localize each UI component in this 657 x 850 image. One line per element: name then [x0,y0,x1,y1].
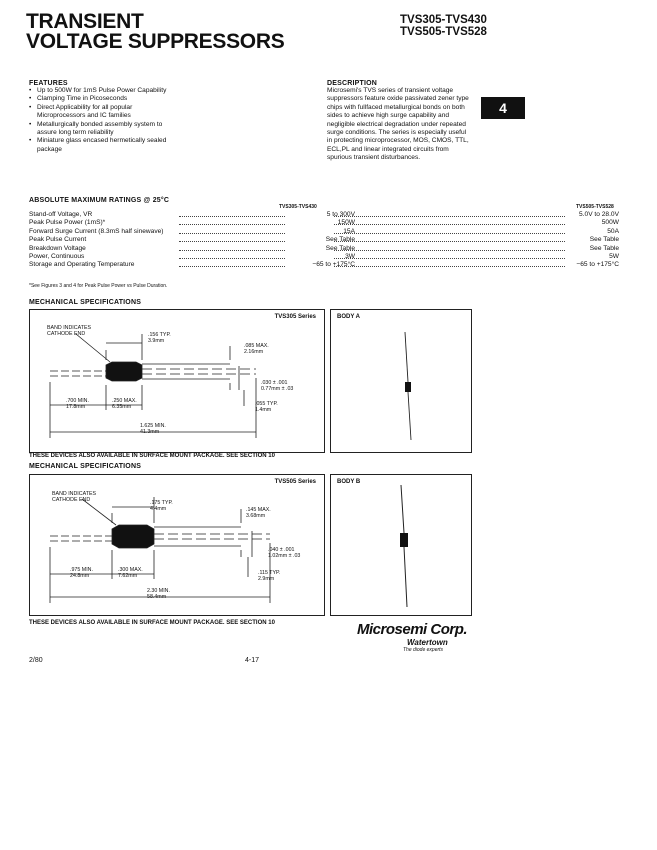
part-numbers [400,14,487,38]
dim-line: 58.4mm [147,594,167,600]
band-label-line: BAND INDICATES [47,325,92,331]
rating-value-col1: −65 to +175°C [312,261,355,269]
leader-dots [334,250,565,251]
feature-item: • Clamping Time in Picoseconds [29,95,179,103]
ratings-footnote: *See Figures 3 and 4 for Peak Pulse Power vs Pulse Duration. [29,283,168,289]
rating-value-col2: See Table [589,244,619,252]
description-text: Microsemi's TVS series of transient voltage suppressors feature oxide passivated zener type chips with fullfaced metallurgical bonds on both sides to achieve high surge capability and negligible electrical degradation under repeated surge conditions. The series is especially useful in protecting microprocessor, MOS, CMOS, TTL, ECL,PL and linear integrated circuits from spurious transient disturbances. [327,87,469,162]
band-label-line: CATHODE END [52,497,91,503]
mech1-drawing-box [29,309,325,453]
rating-row [29,219,625,227]
footer-page-number: 4-17 [245,657,260,664]
dim-line: 1.4mm [255,407,272,413]
dim-line: 3.9mm [148,338,165,344]
rating-label: Breakdown Voltage [29,244,86,252]
rating-label: Storage and Operating Temperature [29,261,135,269]
rating-value-col1: 150W [337,219,355,227]
dim-line: .115 TYP. [258,570,281,576]
dim-line: .040 ± .001 [268,547,295,553]
mech1-dim-top [148,332,171,344]
ratings-col1-header: TVS305-TVS430 [279,204,317,210]
mech2-dim-min [70,567,93,579]
feature-item: • Miniature glass encased hermetically sealed package [29,137,179,154]
leader-dots [334,258,565,259]
part-line-1: TVS305-TVS430 [400,14,487,26]
ratings-col2-header: TVS505-TVS528 [576,204,614,210]
mech1-dim-lead2 [255,401,278,413]
mech2-footer: THESE DEVICES ALSO AVAILABLE IN SURFACE MOUNT PACKAGE. SEE SECTION 10 [29,620,275,626]
mech1-footer: THESE DEVICES ALSO AVAILABLE IN SURFACE MOUNT PACKAGE. SEE SECTION 10 [29,453,275,459]
features-heading: FEATURES [29,80,68,87]
leader-dots [179,233,285,234]
rating-row [29,228,625,236]
dim-line: 1.02mm ± .03 [268,553,301,559]
logo-location: Watertown [407,638,448,647]
dim-line: .250 MAX. [112,398,137,404]
dim-line: 2.16mm [244,349,264,355]
body-a-label: BODY A [337,314,361,320]
dim-line: .055 TYP. [255,401,278,407]
mech1-dim-diameter [244,343,269,355]
mech2-dim-top [150,500,173,512]
footer-date: 2/80 [29,657,43,664]
dim-line: .300 MAX. [118,567,143,573]
band-label-line: CATHODE END [47,331,86,337]
leader-dots [334,224,565,225]
dim-line: 7.62mm [118,573,138,579]
leader-dots [334,216,565,217]
logo-name: Microsemi Corp. [357,621,468,638]
mech2-series-label: TVS505 Series [274,479,316,485]
mech1-dim-min [66,398,89,410]
dim-line: 2.9mm [258,576,275,582]
rating-value-col2: 50A [607,227,619,235]
leader-dots [334,233,565,234]
leader-dots [179,224,285,225]
dim-line: .030 ± .001 [261,380,288,386]
description-heading: DESCRIPTION [327,80,378,87]
body-b-diode-icon [331,475,471,615]
page-title [26,12,284,52]
mech1-heading: MECHANICAL SPECIFICATIONS [29,299,142,306]
mech2-band-label [52,491,96,503]
dim-line: 24.8mm [70,573,90,579]
leader-dots [179,241,285,242]
mech2-heading: MECHANICAL SPECIFICATIONS [29,463,142,470]
body-a-diode-icon [331,310,471,452]
microsemi-logo [357,621,487,653]
section-tab: 4 [481,97,525,119]
rating-value-col2: 5W [609,253,619,260]
mech2-dim-lead [268,547,300,559]
body-a-box [330,309,472,453]
rating-value-col2: 500W [601,219,619,227]
mech2-drawing-box [29,474,325,616]
mech2-dim-lead2 [258,570,280,582]
band-label-line: BAND INDICATES [52,491,97,497]
description-section [327,80,473,163]
dim-line: 1.625 MIN. [140,423,166,429]
mech2-dim-diameter [246,507,271,519]
leader-dots [179,216,285,217]
title-line-1: TRANSIENT [26,10,144,33]
dim-line: .175 TYP. [150,500,173,506]
dim-line: 3.68mm [246,513,266,519]
feature-item: • Direct Applicability for all popular Microprocessors and IC families [29,104,179,121]
mech1-dim-total [140,423,166,435]
rating-label: Peak Pulse Power (1mS)* [29,219,106,227]
dim-line: 41.3mm [140,429,160,435]
mech1-series-label: TVS305 Series [274,314,316,320]
rating-value-col1: 3W [345,253,355,260]
feature-item: • Metallurgically bonded assembly system to assure long term reliability [29,121,179,138]
mech2-dim-total [147,588,170,600]
rating-label: Power, Continuous [29,253,85,260]
mech2-dim-max [118,567,143,579]
rating-row [29,211,625,219]
dim-line: 4.4mm [150,506,167,512]
mech1-dim-max [112,398,137,410]
dim-line: 0.77mm ± .03 [261,386,294,392]
body-b-label: BODY B [337,479,361,485]
rating-value-col2: 5.0V to 28.0V [579,211,619,218]
rating-value-col1: 15A [343,227,355,235]
rating-label: Peak Pulse Current [29,236,87,244]
dim-line: .085 MAX. [244,343,269,349]
title-line-2: VOLTAGE SUPPRESSORS [26,30,285,53]
mech1-dim-lead [261,380,293,392]
logo-tagline: The diode experts [403,647,444,653]
leader-dots [179,250,285,251]
feature-item: • Up to 500W for 1mS Pulse Power Capability [29,87,179,95]
part-line-2: TVS505-TVS528 [400,26,487,38]
leader-dots [179,266,285,267]
rating-value-col2: See Table [589,236,619,244]
dim-line: 17.8mm [66,404,86,410]
leader-dots [334,266,565,267]
leader-dots [179,258,285,259]
dim-line: .145 MAX. [246,507,271,513]
body-b-box [330,474,472,616]
features-list [29,87,179,154]
dim-line: .156 TYP. [148,332,171,338]
rating-label: Stand-off Voltage, VR [29,211,93,218]
mech1-band-label [47,325,91,337]
rating-value-col1: See Table [325,236,355,244]
leader-dots [334,241,565,242]
rating-value-col1: See Table [325,244,355,252]
features-section [29,80,179,154]
dim-line: 2.30 MIN. [147,588,170,594]
dim-line: .975 MIN. [70,567,93,573]
dim-line: .700 MIN. [66,398,89,404]
dim-line: 6.35mm [112,404,132,410]
rating-row [29,245,625,253]
ratings-heading: ABSOLUTE MAXIMUM RATINGS @ 25°C [29,197,170,204]
rating-value-col1: 5 to 300V [326,211,355,218]
rating-value-col2: −65 to +175°C [576,261,619,269]
rating-label: Forward Surge Current (8.3mS half sinewave) [29,227,164,235]
rating-row [29,236,625,244]
rating-row [29,261,625,269]
